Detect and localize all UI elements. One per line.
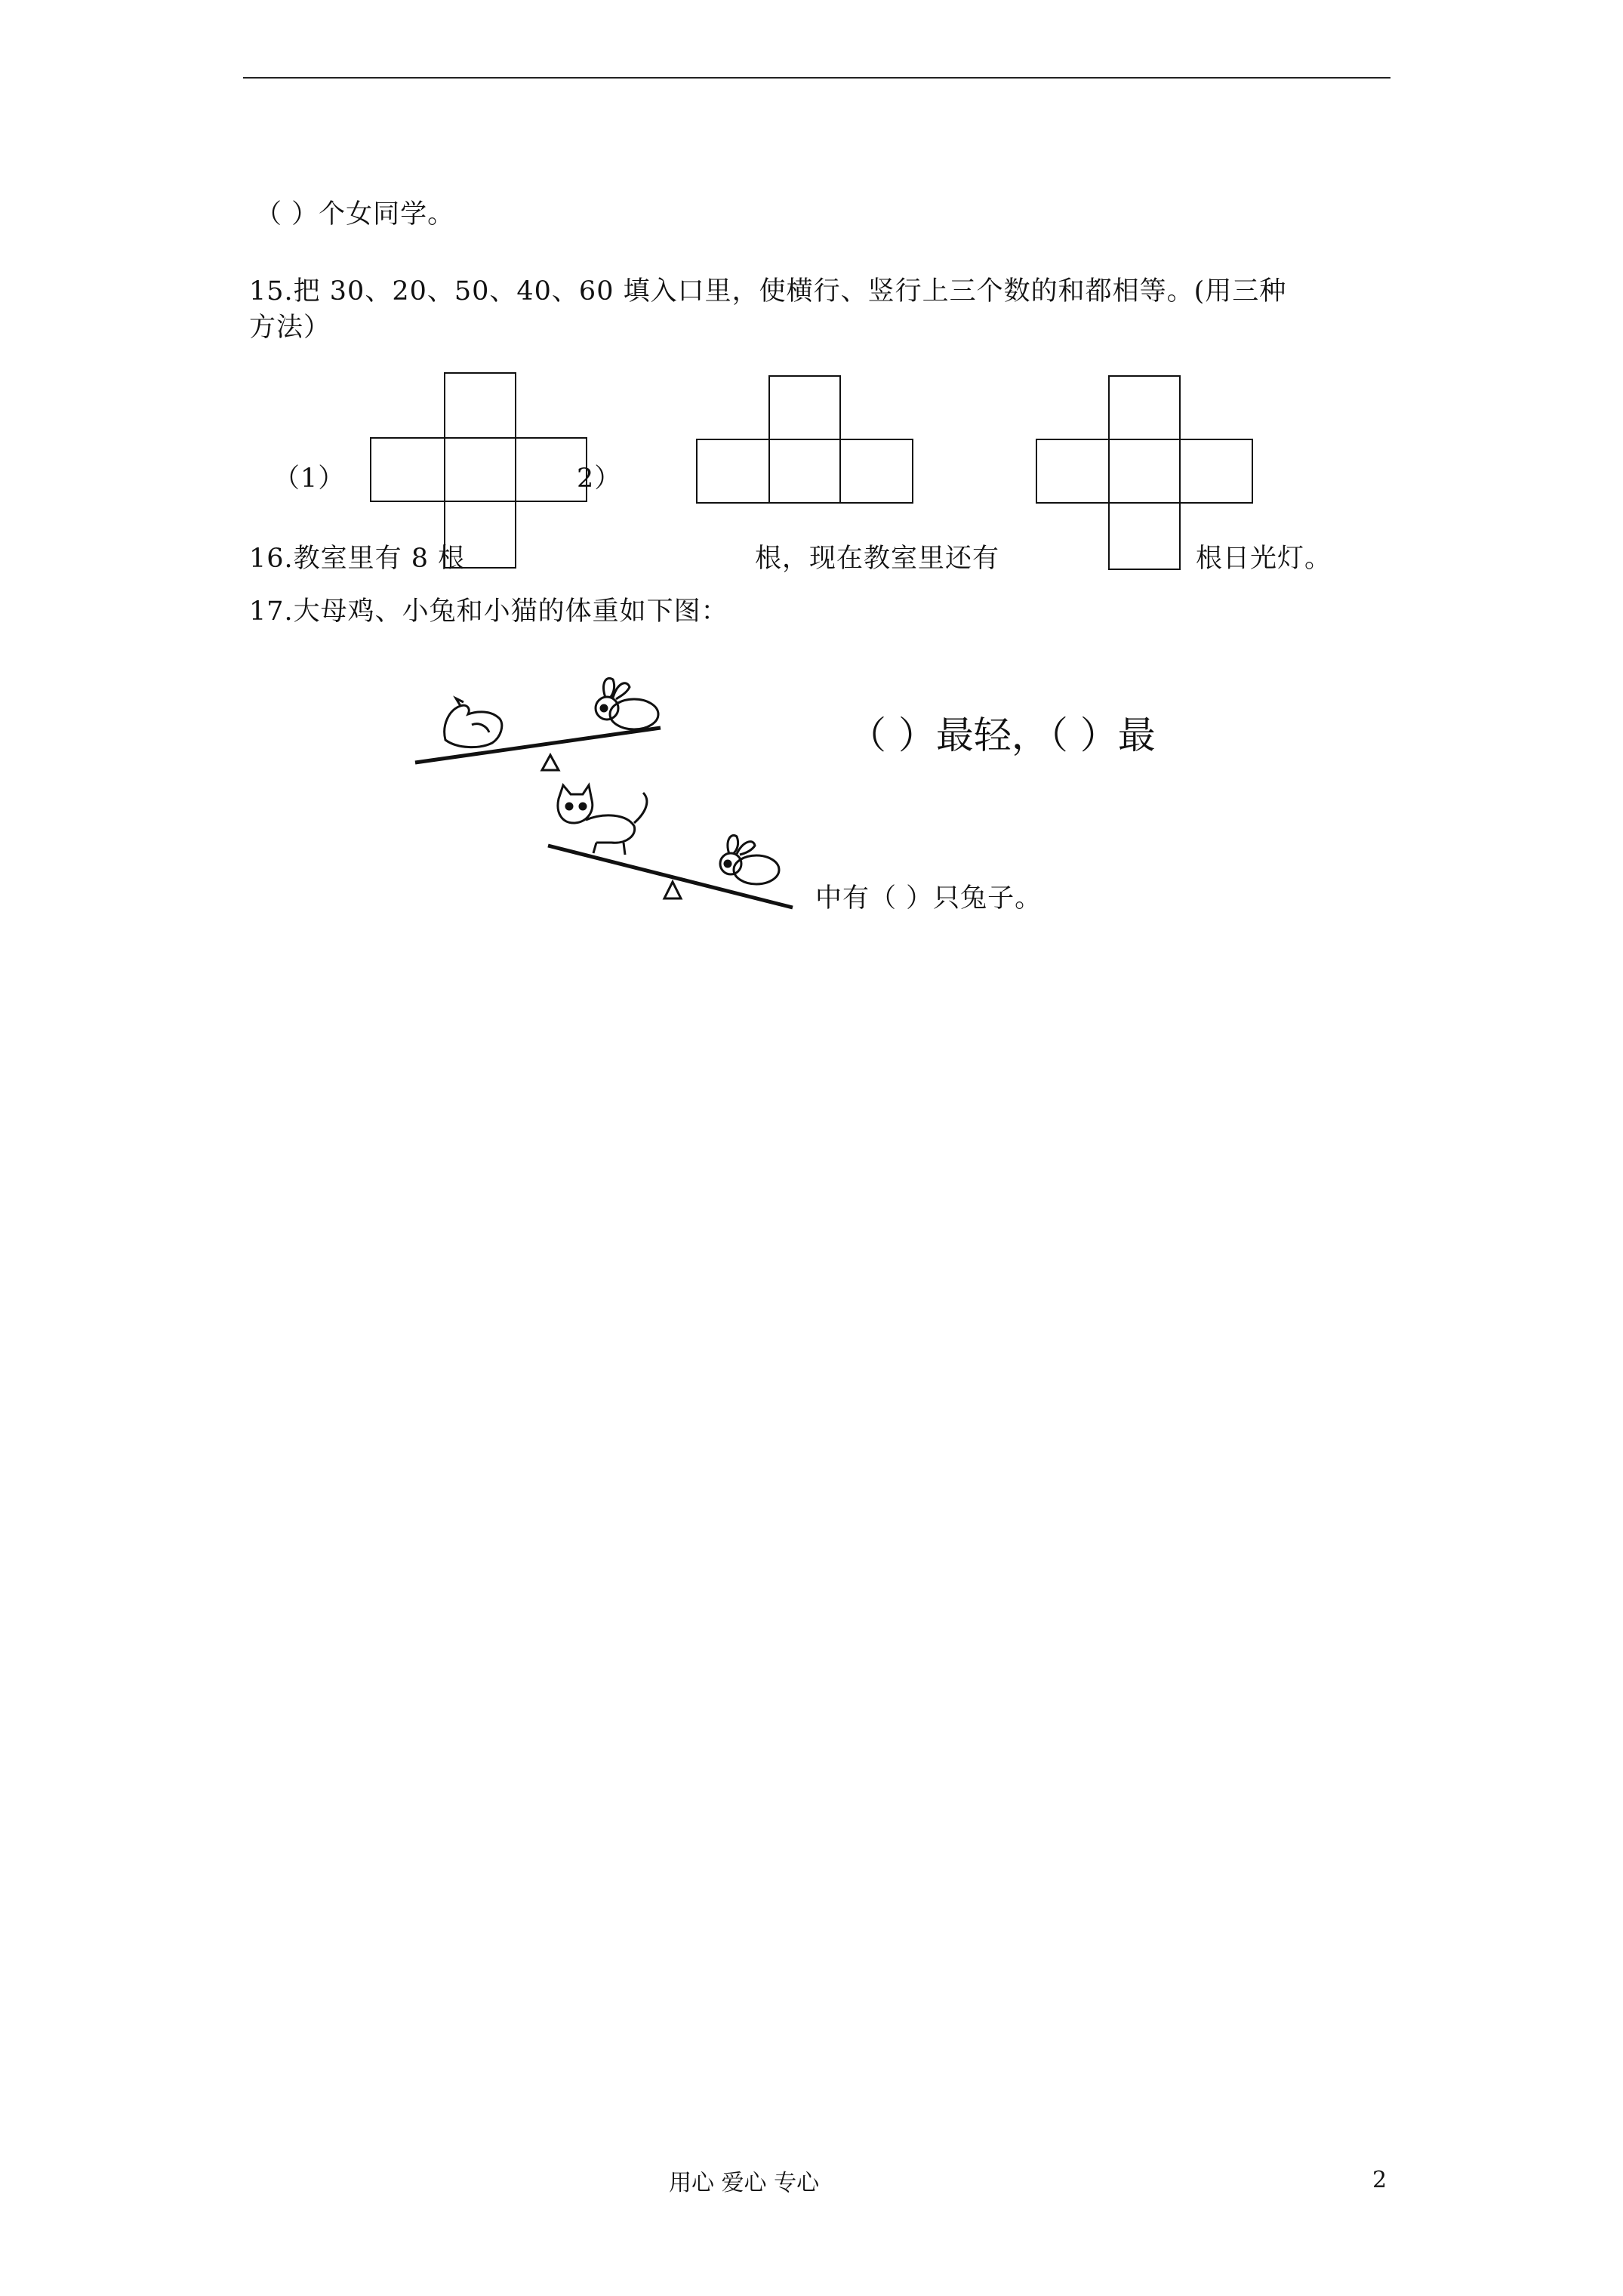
grid-cell[interactable] (1108, 439, 1181, 504)
cat-icon (558, 785, 647, 855)
grid-cell[interactable] (768, 439, 841, 504)
rabbit-icon (720, 835, 779, 884)
footer-slogan: 用心 爱心 专心 (669, 2170, 820, 2196)
grid-cell[interactable] (839, 439, 913, 504)
grid-cell[interactable] (444, 437, 516, 502)
label-1: （1） (273, 464, 346, 494)
q16-part4: 根日光灯。 (1196, 544, 1332, 574)
q17-answer1: （ ）最轻，（ ）最 (848, 713, 1156, 757)
grid-cell[interactable] (768, 375, 841, 440)
grid-cell[interactable] (1108, 375, 1181, 440)
line-girls: （ ）个女同学。 (255, 199, 455, 230)
label-2-partial: 2） (577, 464, 622, 494)
q17-answer2: 中有（ ）只兔子。 (815, 883, 1042, 914)
page-number: 2 (1372, 2167, 1387, 2193)
grid-cell[interactable] (370, 437, 445, 502)
grid-cell[interactable] (696, 439, 770, 504)
grid-cell[interactable] (1108, 502, 1181, 570)
seesaw-icon (415, 728, 661, 771)
hen-icon (445, 698, 502, 747)
grid-cell[interactable] (444, 372, 516, 439)
grid-cell[interactable] (1179, 439, 1253, 504)
q17: 17.大母鸡、小兔和小猫的体重如下图： (249, 596, 728, 627)
q15-line2: 方法） (249, 313, 331, 343)
grid-cell[interactable] (1036, 439, 1110, 504)
grid-cell[interactable] (515, 437, 587, 502)
q16-part1: 16.教室里有 8 根 (249, 544, 466, 574)
q16-part3: 根，现在教室里还有 (755, 544, 1000, 574)
seesaw-illustration (408, 664, 830, 914)
q15-line1: 15.把 30、20、50、40、60 填入口里，使横行、竖行上三个数的和都相等。(用三种 (249, 276, 1287, 307)
header-rule (243, 77, 1390, 79)
rabbit-icon (596, 678, 658, 729)
